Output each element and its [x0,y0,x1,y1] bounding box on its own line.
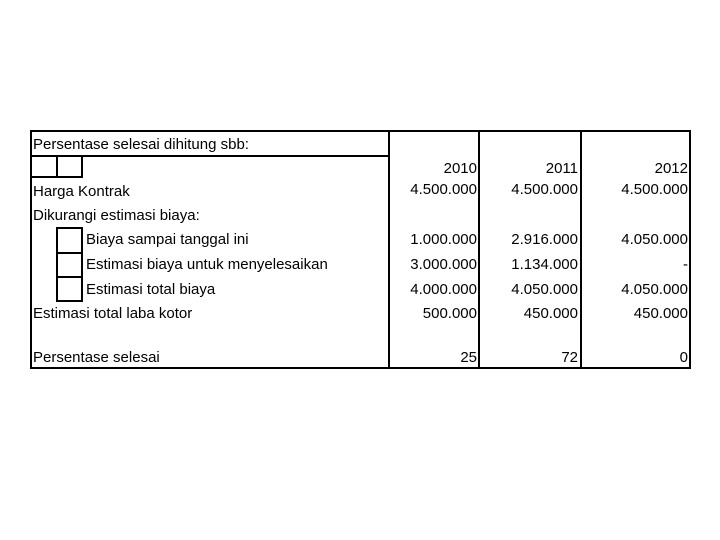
cell-estimasi-total-biaya-2010: 4.000.000 [410,281,477,298]
header-row-divider [30,155,389,157]
row-label-estimasi-laba: Estimasi total laba kotor [33,305,193,322]
cell-persentase-2011: 72 [561,349,578,366]
cell-estimasi-laba-2011: 450.000 [523,305,578,322]
column-divider-label [388,130,390,369]
row-label-estimasi-menyelesaikan: Estimasi biaya untuk menyelesaikan [86,256,328,273]
cell-estimasi-menyelesaikan-2011: 1.134.000 [511,256,578,273]
row-label-persentase: Persentase selesai [33,349,160,366]
cell-biaya-sampai-2011: 2.916.000 [511,231,578,248]
cell-estimasi-total-biaya-2011: 4.050.000 [511,281,578,298]
indent-grid-line [56,155,58,177]
cell-persentase-2012: 0 [679,349,688,366]
indent-grid-line [56,300,83,302]
row-label-dikurangi: Dikurangi estimasi biaya: [33,207,200,224]
table-border-bottom [30,367,691,369]
year-header-2010: 2010 [443,160,477,177]
year-header-2011: 2011 [545,160,578,177]
year-header-2012: 2012 [654,160,688,177]
indent-grid-line [56,227,83,229]
cell-harga-kontrak-2011: 4.500.000 [511,181,578,198]
table-border-top [30,130,691,132]
table-header-text: Persentase selesai dihitung sbb: [33,136,249,153]
indent-grid-line [56,227,58,302]
indent-grid-line [56,276,83,278]
cell-estimasi-laba-2012: 450.000 [633,305,688,322]
indent-grid-line [81,155,83,177]
indent-grid-line [81,227,83,302]
cell-persentase-2010: 25 [460,349,477,366]
row-label-harga-kontrak: Harga Kontrak [33,183,130,200]
column-divider-2010 [478,130,480,369]
row-label-biaya-sampai: Biaya sampai tanggal ini [86,231,249,248]
indent-grid-line [30,176,83,178]
cell-estimasi-laba-2010: 500.000 [422,305,477,322]
cell-harga-kontrak-2010: 4.500.000 [410,181,477,198]
cell-harga-kontrak-2012: 4.500.000 [621,181,688,198]
cell-estimasi-menyelesaikan-2012: - [683,256,688,273]
table-border-right [689,130,691,369]
cell-biaya-sampai-2012: 4.050.000 [621,231,688,248]
table-border-left [30,130,32,369]
cell-estimasi-menyelesaikan-2010: 3.000.000 [410,256,477,273]
indent-grid-line [56,252,83,254]
cell-estimasi-total-biaya-2012: 4.050.000 [621,281,688,298]
column-divider-2011 [580,130,582,369]
row-label-estimasi-total-biaya: Estimasi total biaya [86,281,216,298]
cell-biaya-sampai-2010: 1.000.000 [410,231,477,248]
